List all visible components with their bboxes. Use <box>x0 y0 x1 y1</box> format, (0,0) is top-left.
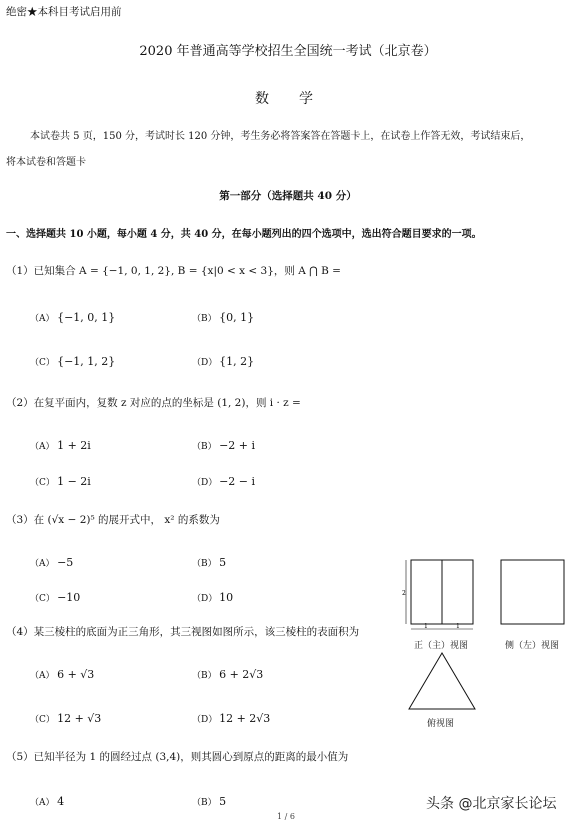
option-value: 1 + 2i <box>57 439 91 452</box>
option-value: 5 <box>219 556 227 569</box>
option-label: （B） <box>192 442 217 452</box>
option-value: 1 − 2i <box>57 475 91 488</box>
secret-note: 绝密★本科目考试启用前 <box>6 6 122 18</box>
option-label: （D） <box>192 478 218 488</box>
option-label: （B） <box>192 798 217 808</box>
option-label: （C） <box>30 478 55 488</box>
option-label: （A） <box>30 314 55 324</box>
option-value: −2 − i <box>219 475 256 488</box>
intro-line-2: 将本试卷和答题卡 <box>6 157 86 168</box>
option-value: 6 + 2√3 <box>219 668 264 681</box>
option-value: {−1, 1, 2} <box>57 355 116 368</box>
right-dimension-label: 1 <box>456 623 460 630</box>
q5-option-a <box>30 790 64 809</box>
option-label: （B） <box>192 314 217 324</box>
section-heading: 一、选择题共 10 小题，每小题 4 分，共 40 分，在每小题列出的四个选项中，选出符合题目要求的一项。 <box>6 229 482 240</box>
q3-option-c <box>30 586 80 605</box>
side-view <box>501 560 564 624</box>
option-label: （B） <box>192 671 217 681</box>
option-label: （A） <box>30 559 55 569</box>
option-value: 5 <box>219 795 227 808</box>
q1-option-b <box>192 306 254 325</box>
height-dimension-label: 2 <box>402 590 406 597</box>
option-value: 4 <box>57 795 65 808</box>
question-4-stem: （4）某三棱柱的底面为正三角形，其三视图如图所示，该三棱柱的表面积为 <box>6 626 360 638</box>
subject-title: 数 学 <box>255 91 321 107</box>
question-1-stem: （1）已知集合 A = {−1, 0, 1, 2}, B = {x|0 < x < 3}，则 A ⋂ B = <box>6 265 341 277</box>
q3-option-a <box>30 551 73 570</box>
part-heading: 第一部分（选择题共 40 分） <box>219 190 357 202</box>
side-view-label: 侧（左）视图 <box>505 641 560 651</box>
q4-option-b <box>192 663 263 682</box>
option-label: （C） <box>30 715 55 725</box>
top-view <box>409 653 475 709</box>
option-value: 12 + 2√3 <box>219 712 271 725</box>
q2-option-c <box>30 470 91 489</box>
q1-option-d <box>192 350 254 369</box>
option-value: {1, 2} <box>219 355 255 368</box>
question-2-stem: （2）在复平面内，复数 z 对应的点的坐标是 (1, 2)，则 i · z = <box>6 397 301 409</box>
q1-option-a <box>30 306 115 325</box>
option-label: （D） <box>192 715 218 725</box>
exam-title: 2020 年普通高等学校招生全国统一考试（北京卷） <box>139 44 437 59</box>
page-number: 1 / 6 <box>277 812 295 821</box>
option-value: {−1, 0, 1} <box>57 311 116 324</box>
option-value: −10 <box>57 591 81 604</box>
q4-option-c <box>30 707 101 726</box>
question-3-stem: （3）在 (√x − 2)⁵ 的展开式中， x² 的系数为 <box>6 514 220 526</box>
q1-option-c <box>30 350 115 369</box>
option-value: {0, 1} <box>219 311 255 324</box>
option-label: （B） <box>192 559 217 569</box>
option-label: （A） <box>30 671 55 681</box>
option-label: （D） <box>192 594 218 604</box>
front-view-label: 正（主）视图 <box>414 641 469 651</box>
option-label: （C） <box>30 594 55 604</box>
left-dimension-label: 1 <box>424 623 428 630</box>
q3-option-b <box>192 551 226 570</box>
option-label: （D） <box>192 358 218 368</box>
q2-option-d <box>192 470 255 489</box>
q2-option-b <box>192 434 255 453</box>
q4-option-a <box>30 663 94 682</box>
q4-option-d <box>192 707 270 726</box>
intro-line-1: 本试卷共 5 页，150 分，考试时长 120 分钟，考生务必将答案答在答题卡上，在试卷上作答无效，考试结束后， <box>30 131 531 142</box>
option-label: （A） <box>30 442 55 452</box>
option-value: 10 <box>219 591 234 604</box>
top-view-label: 俯视图 <box>427 719 455 729</box>
q3-option-d <box>192 586 233 605</box>
watermark: 头条 @北京家长论坛 <box>426 796 557 812</box>
option-label: （C） <box>30 358 55 368</box>
option-value: 12 + √3 <box>57 712 102 725</box>
q2-option-a <box>30 434 91 453</box>
option-value: −5 <box>57 556 74 569</box>
q5-option-b <box>192 790 226 809</box>
option-value: 6 + √3 <box>57 668 95 681</box>
option-value: −2 + i <box>219 439 256 452</box>
option-label: （A） <box>30 798 55 808</box>
question-5-stem: （5）已知半径为 1 的圆经过点 (3,4)，则其圆心到原点的距离的最小值为 <box>6 751 349 763</box>
